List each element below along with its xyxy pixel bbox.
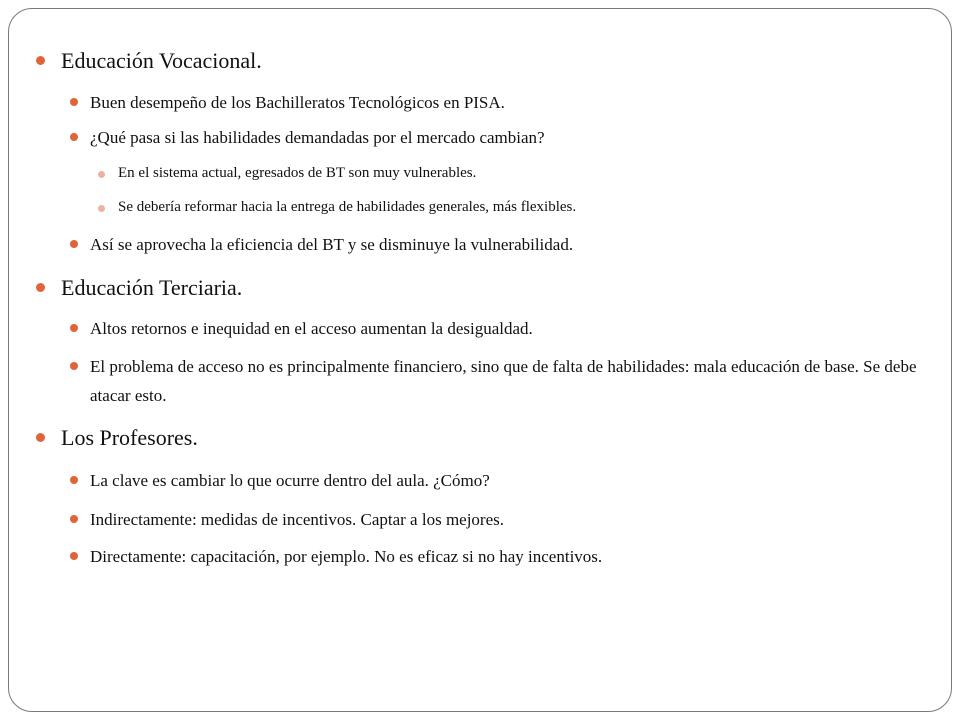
sub-list-item: En el sistema actual, egresados de BT son muy vulnerables.	[118, 165, 476, 182]
list-item: Así se aprovecha la eficiencia del BT y se disminuye la vulnerabilidad.	[90, 230, 938, 259]
heading-educacion-vocacional: Educación Vocacional.	[61, 48, 262, 74]
bullet-dot-icon	[70, 515, 78, 523]
bullet-dot-icon	[70, 362, 78, 370]
bullet-dot-icon	[70, 240, 78, 248]
list-item: El problema de acceso no es principalmente financiero, sino que de falta de habilidades: mala educación de base. Se debe atacar esto.	[90, 352, 938, 410]
bullet-dot-icon	[70, 552, 78, 560]
bullet-dot-icon	[98, 205, 105, 212]
list-item: La clave es cambiar lo que ocurre dentro del aula. ¿Cómo?	[90, 466, 938, 495]
bullet-dot-icon	[36, 283, 45, 292]
list-item: Indirectamente: medidas de incentivos. Captar a los mejores.	[90, 505, 938, 534]
bullet-dot-icon	[70, 133, 78, 141]
bullet-dot-icon	[70, 98, 78, 106]
list-item: Directamente: capacitación, por ejemplo. No es eficaz si no hay incentivos.	[90, 542, 938, 571]
bullet-dot-icon	[36, 56, 45, 65]
heading-los-profesores: Los Profesores.	[61, 425, 198, 451]
bullet-dot-icon	[70, 324, 78, 332]
list-item: Altos retornos e inequidad en el acceso aumentan la desigualdad.	[90, 314, 938, 343]
bullet-dot-icon	[70, 476, 78, 484]
bullet-dot-icon	[36, 433, 45, 442]
bullet-dot-icon	[98, 171, 105, 178]
sub-list-item: Se debería reformar hacia la entrega de habilidades generales, más flexibles.	[118, 199, 576, 216]
heading-educacion-terciaria: Educación Terciaria.	[61, 275, 242, 301]
list-item: ¿Qué pasa si las habilidades demandadas por el mercado cambian?	[90, 123, 938, 152]
list-item: Buen desempeño de los Bachilleratos Tecnológicos en PISA.	[90, 88, 938, 117]
